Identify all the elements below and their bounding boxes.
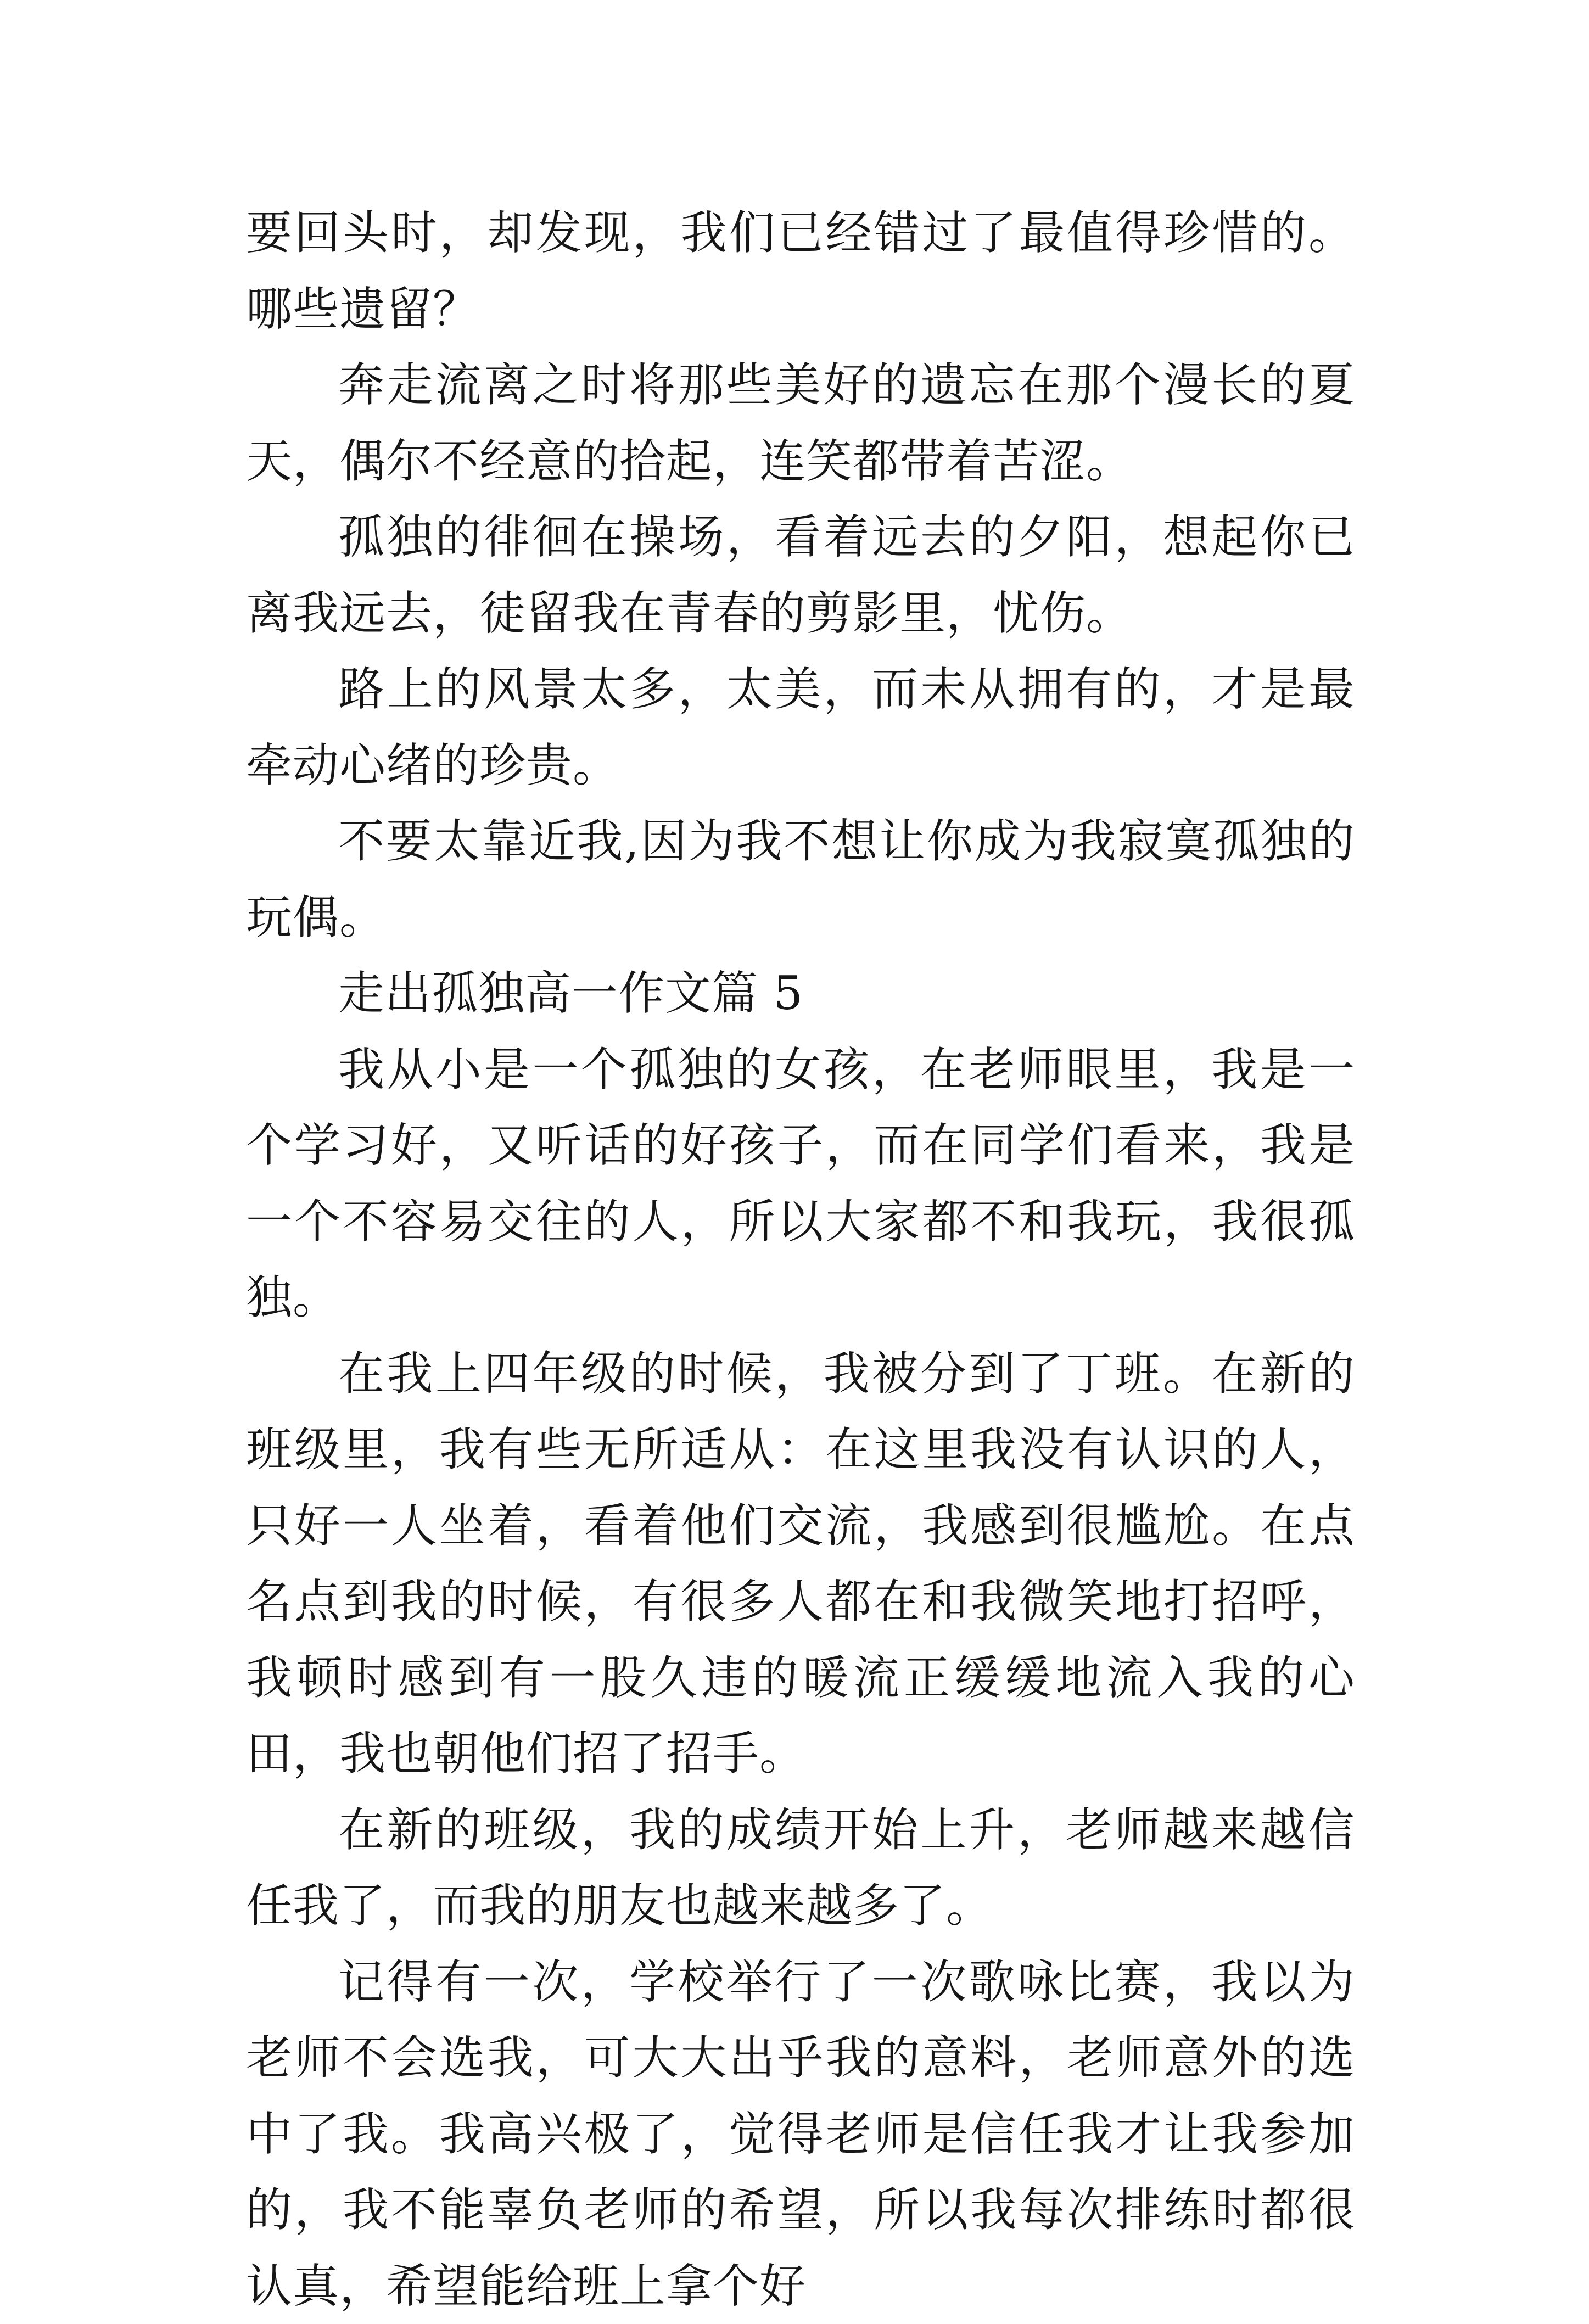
section-heading: 走出孤独高一作文篇 5 <box>246 955 1355 1032</box>
document-body <box>246 195 1355 2324</box>
paragraph-9: 在新的班级，我的成绩开始上升，老师越来越信任我了，而我的朋友也越来越多了。 <box>246 1792 1355 1944</box>
paragraph-1: 要回头时，却发现，我们已经错过了最值得珍惜的。哪些遗留？ <box>246 195 1355 347</box>
paragraph-4: 路上的风景太多，太美，而未从拥有的，才是最牵动心绪的珍贵。 <box>246 651 1355 803</box>
paragraph-8: 在我上四年级的时候，我被分到了丁班。在新的班级里，我有些无所适从：在这里我没有认识的人，只好一人坐着，看着他们交流，我感到很尴尬。在点名点到我的时候，有很多人都在和我微笑地打招呼，我顿时感到有一股久违的暖流正缓缓地流入我的心田，我也朝他们招了招手。 <box>246 1336 1355 1792</box>
paragraph-3: 孤独的徘徊在操场，看着远去的夕阳，想起你已离我远去，徒留我在青春的剪影里，忧伤。 <box>246 499 1355 651</box>
paragraph-2: 奔走流离之时将那些美好的遗忘在那个漫长的夏天，偶尔不经意的拾起，连笑都带着苦涩。 <box>246 347 1355 499</box>
paragraph-5: 不要太靠近我,因为我不想让你成为我寂寞孤独的玩偶。 <box>246 803 1355 955</box>
paragraph-7: 我从小是一个孤独的女孩，在老师眼里，我是一个学习好，又听话的好孩子，而在同学们看来，我是一个不容易交往的人，所以大家都不和我玩，我很孤独。 <box>246 1032 1355 1336</box>
paragraph-10: 记得有一次，学校举行了一次歌咏比赛，我以为老师不会选我，可大大出乎我的意料，老师意外的选中了我。我高兴极了，觉得老师是信任我才让我参加的，我不能辜负老师的希望，所以我每次排练时都很认真，希望能给班上拿个好 <box>246 1944 1355 2324</box>
